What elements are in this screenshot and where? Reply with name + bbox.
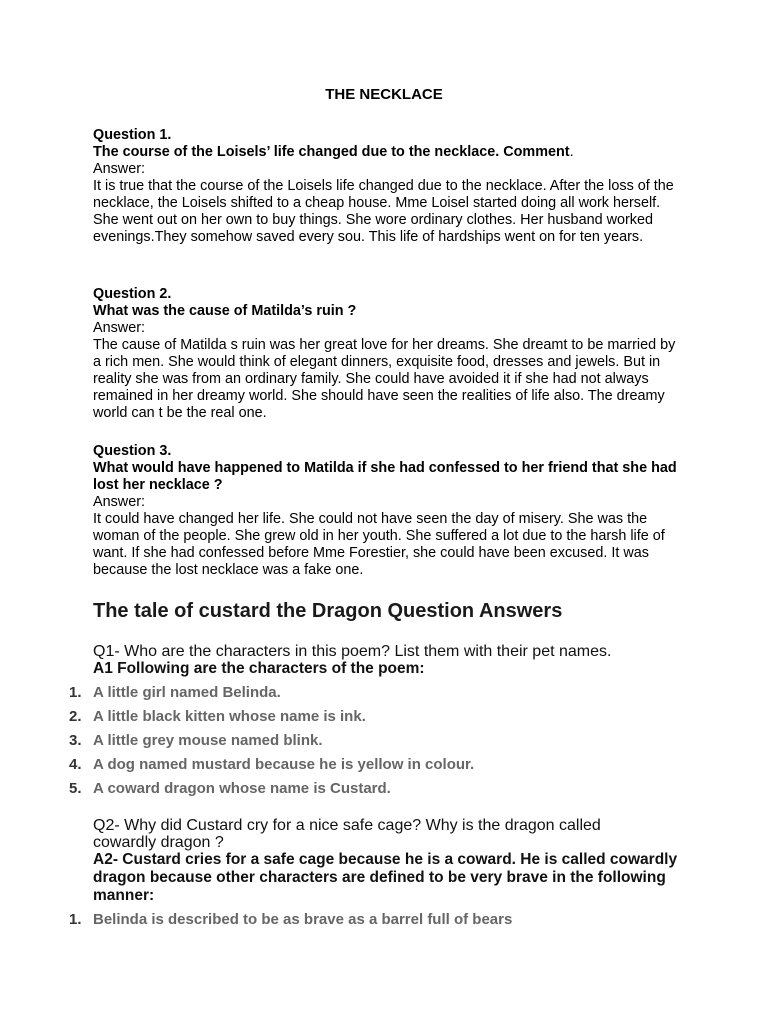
dragon-q2-text: Q2- Why did Custard cry for a nice safe cage? Why is the dragon called [93, 817, 601, 834]
dragon-q1-text: Q1- Who are the characters in this poem? List them with their pet names. [93, 643, 612, 660]
answer-text: The cause of Matilda s ruin was her great love for her dreams. She dreamt to be married by a rich men. She would think of elegant dinners, exquisite food, dresses and jewels. But in reality she was from an ordinary family. She could have avoided it if she had not always remained in her dreamy world. She should have seen the realities of life also. The dreamy world can t be the real one. [93, 337, 676, 421]
answer-text: It is true that the course of the Loisels life changed due to the necklace. After the loss of the necklace, the Loisels shifted to a cheap house. Mme Loisel started doing all work herself. She went out on her own to buy things. She wore ordinary clothes. Her husband worked evenings.They somehow saved every sou. This life of hardships went on for ten years. [93, 178, 674, 245]
brave-list [0, 908, 512, 932]
list-item: 2. A little black kitten whose name is ink. [69, 708, 366, 725]
dragon-q2-text-cont: cowardly dragon ? [93, 834, 224, 851]
list-item: 1. A little girl named Belinda. [69, 684, 281, 701]
list-item: 3. A little grey mouse named blink. [69, 732, 323, 749]
question-heading: Question 1. [93, 127, 172, 143]
question-text: The course of the Loisels’ life changed due to the necklace. Comment. [93, 144, 574, 160]
list-item: 1. Belinda is described to be as brave as a barrel full of bears [69, 911, 513, 928]
document-title: THE NECKLACE [325, 86, 443, 103]
question-text: What was the cause of Matilda’s ruin ? [93, 303, 357, 319]
answer-text: It could have changed her life. She could not have seen the day of misery. She was the woman of the people. She grew old in her youth. She suffered a lot due to the harsh life of want. If she had confessed before Mme Forestier, she could have been excused. It was because the lost necklace was a fake one. [93, 511, 665, 578]
question-block-2 [93, 286, 683, 422]
dragon-question-2 [93, 817, 683, 905]
question-block-1 [93, 127, 683, 246]
question-heading: Question 2. [93, 286, 172, 302]
answer-label: Answer: [93, 320, 145, 336]
dragon-question-1 [93, 643, 611, 678]
question-block-3 [93, 443, 683, 579]
answer-label: Answer: [93, 161, 145, 177]
question-text: What would have happened to Matilda if she had confessed to her friend that she had lost her necklace ? [93, 460, 677, 493]
list-item: 5. A coward dragon whose name is Custard. [69, 780, 391, 797]
list-item: 4. A dog named mustard because he is yellow in colour. [69, 756, 475, 773]
dragon-a2-text: A2- Custard cries for a safe cage because he is a coward. He is called cowardly dragon because other characters are defined to be very brave in the following manner: [93, 851, 678, 904]
dragon-a1-text: A1 Following are the characters of the poem: [93, 660, 425, 677]
question-heading: Question 3. [93, 443, 172, 459]
characters-list [0, 681, 474, 801]
answer-label: Answer: [93, 494, 145, 510]
section-title: The tale of custard the Dragon Question Answers [93, 600, 563, 622]
